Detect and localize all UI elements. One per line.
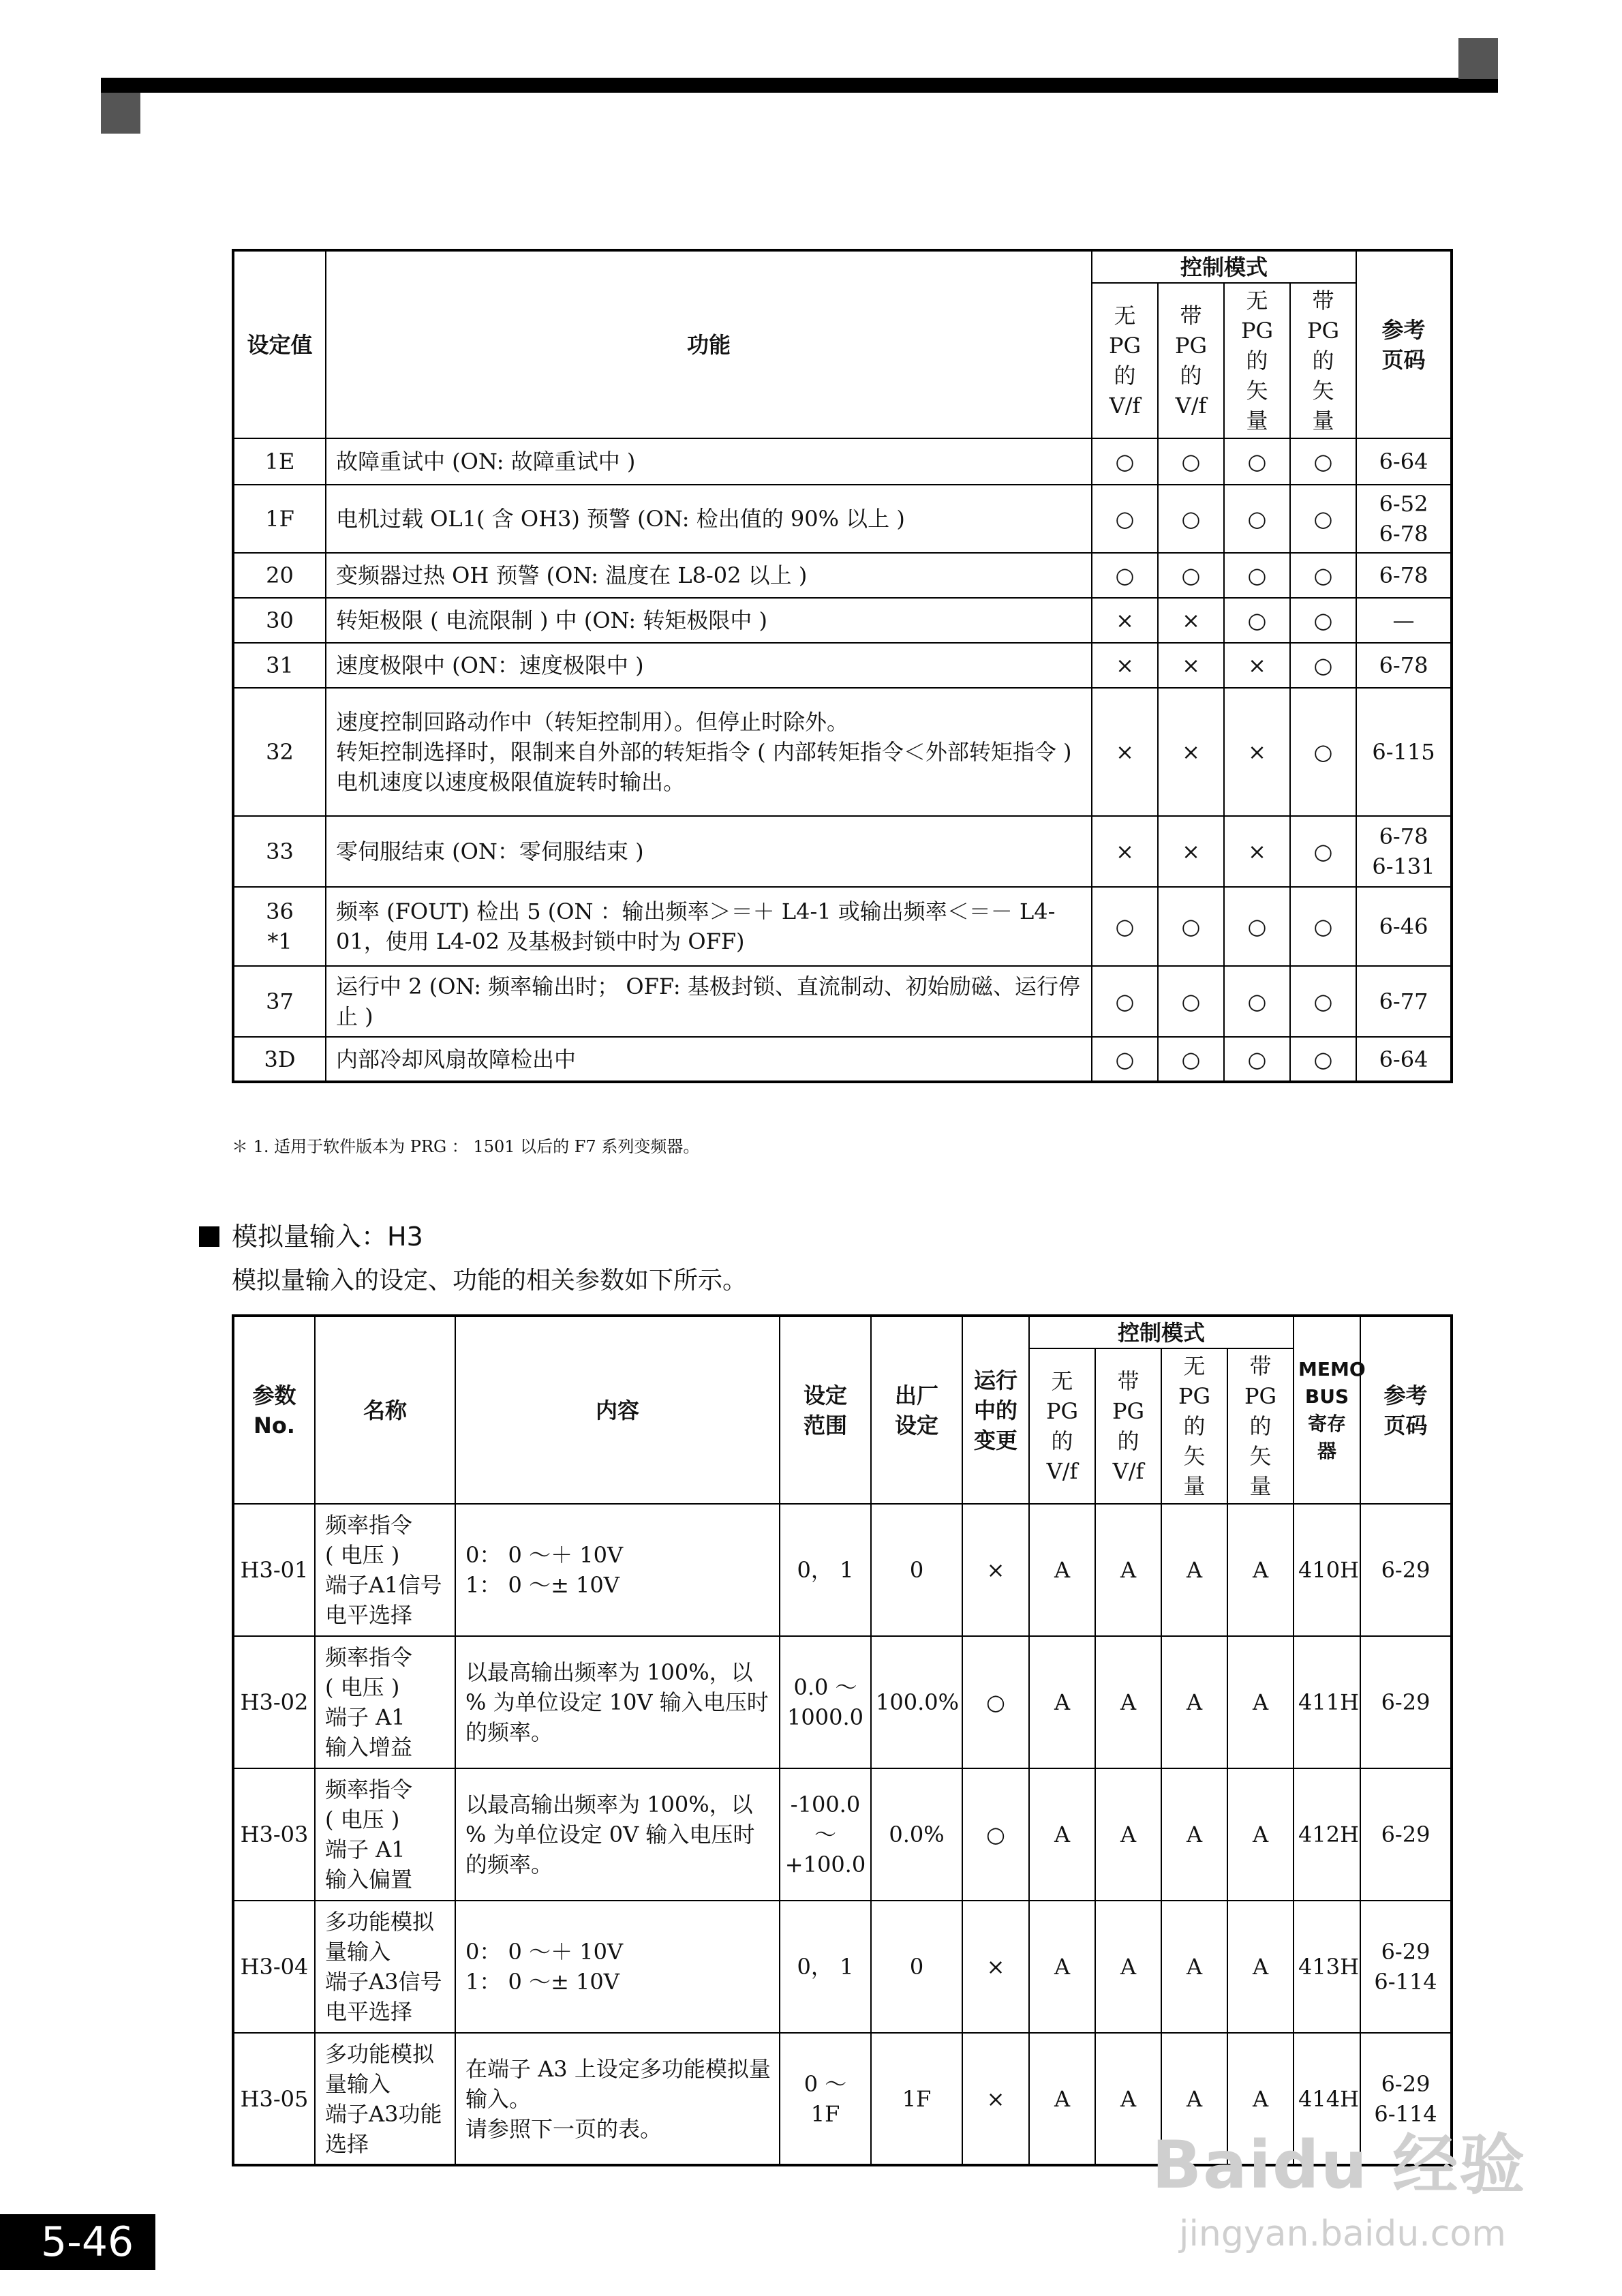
mode-cell: ○ [1290,598,1356,643]
watermark-brand: Baidu 经验 [1152,2127,1527,2203]
section-intro: 模拟量输入的设定、功能的相关参数如下所示。 [232,1267,748,1295]
function-cell: 故障重试中 (ON: 故障重试中 ) [326,438,1092,485]
mode-cell: A [1095,1636,1161,1768]
page-number: 5-46 [0,2214,155,2270]
ref-page-cell: 6-29 [1360,1768,1452,1901]
function-cell: 零伺服结束 (ON：零伺服结束 ) [326,816,1092,887]
mode-cell: × [1158,688,1224,816]
range-cell: 0.0 ～ 1000.0 [780,1636,871,1768]
mode-cell: A [1161,2033,1227,2165]
mode-cell: ○ [1290,688,1356,816]
default-cell: 100.0% [871,1636,962,1768]
col-header-mode-2: 带 PG 的 V/f [1158,283,1224,438]
change-cell: × [962,2033,1029,2165]
table-row [233,1768,1452,1901]
mode-cell: ○ [1092,438,1158,485]
mode-cell: A [1095,2033,1161,2165]
table-row [233,438,1452,485]
name-cell: 频率指令 ( 电压 ) 端子A1信号 电平选择 [315,1504,455,1636]
ref-page-cell: — [1356,598,1452,643]
mode-cell: A [1029,1768,1095,1901]
mode-cell: ○ [1158,887,1224,966]
mode-cell: A [1227,1636,1294,1768]
param-cell: H3-02 [233,1636,315,1768]
mode-cell: ○ [1290,438,1356,485]
name-cell: 多功能模拟 量输入 端子A3信号 电平选择 [315,1901,455,2033]
function-cell: 转矩极限 ( 电流限制 ) 中 (ON: 转矩极限中 ) [326,598,1092,643]
mode-cell: ○ [1290,816,1356,887]
range-cell: 0， 1 [780,1901,871,2033]
memobus-cell: 411H [1294,1636,1360,1768]
mode-cell: ○ [1224,438,1290,485]
ref-page-cell: 6-46 [1356,887,1452,966]
default-cell: 0 [871,1504,962,1636]
ref-page-cell: 6-78 6-131 [1356,816,1452,887]
mode-cell: × [1092,816,1158,887]
mode-cell: A [1095,1768,1161,1901]
ref-page-cell: 6-29 6-114 [1360,1901,1452,2033]
default-cell: 0 [871,1901,962,2033]
col-header-function: 功能 [326,250,1092,438]
default-cell: 0.0% [871,1768,962,1901]
col-header-mode-4: 带 PG 的 矢 量 [1290,283,1356,438]
table-row [233,598,1452,643]
function-cell: 电机过载 OL1( 含 OH3) 预警 (ON: 检出值的 90% 以上 ) [326,485,1092,553]
mode-cell: A [1161,1901,1227,2033]
mode-cell: ○ [1290,485,1356,553]
content-cell: 以最高输出频率为 100%，以 % 为单位设定 0V 输入电压时的频率。 [455,1768,780,1901]
param-cell: H3-04 [233,1901,315,2033]
col-header-param: 参数 No. [233,1316,315,1504]
ref-page-cell: 6-64 [1356,1037,1452,1082]
mode-cell: A [1227,1901,1294,2033]
bullet-square-icon [199,1226,219,1247]
mode-cell: A [1095,1901,1161,2033]
header-corner-marker-right [1458,38,1498,79]
mode-cell: A [1029,1504,1095,1636]
mode-cell: A [1095,1504,1161,1636]
mode-cell: ○ [1224,1037,1290,1082]
mode-cell: A [1227,1504,1294,1636]
mode-cell: ○ [1224,598,1290,643]
mode-cell: × [1158,598,1224,643]
col-header-control-mode: 控制模式 [1092,250,1356,283]
col-header-default: 出厂 设定 [871,1316,962,1504]
table-row [233,1636,1452,1768]
content-cell: 在端子 A3 上设定多功能模拟量输入。 请参照下一页的表。 [455,2033,780,2165]
mode-cell: ○ [1224,553,1290,598]
ref-page-cell: 6-52 6-78 [1356,485,1452,553]
range-cell: 0 ～ 1F [780,2033,871,2165]
section-title [199,1215,423,1253]
mode-cell: A [1029,2033,1095,2165]
table-row [233,1901,1452,2033]
mode-cell: ○ [1158,553,1224,598]
content-cell: 0： 0 ～＋ 10V 1： 0 ～± 10V [455,1504,780,1636]
ref-page-cell: 6-78 [1356,643,1452,688]
memobus-cell: 412H [1294,1768,1360,1901]
col-header-memobus: MEMO BUS 寄存 器 [1294,1316,1360,1504]
col-header-mode-1: 无 PG 的 V/f [1092,283,1158,438]
table-row [233,553,1452,598]
mode-cell: A [1029,1901,1095,2033]
function-cell: 频率 (FOUT) 检出 5 (ON ：输出频率＞＝＋ L4-1 或输出频率＜＝－ L4-01，使用 L4-02 及基极封锁中时为 OFF) [326,887,1092,966]
ref-page-cell: 6-29 6-114 [1360,2033,1452,2165]
mode-cell: A [1029,1636,1095,1768]
setting-cell: 32 [233,688,326,816]
mode-cell: ○ [1158,1037,1224,1082]
mode-cell: ○ [1158,438,1224,485]
col-header-content: 内容 [455,1316,780,1504]
setting-cell: 36 *1 [233,887,326,966]
setting-cell: 20 [233,553,326,598]
function-cell: 变频器过热 OH 预警 (ON: 温度在 L8-02 以上 ) [326,553,1092,598]
name-cell: 频率指令 ( 电压 ) 端子 A1 输入增益 [315,1636,455,1768]
mode-cell: A [1227,2033,1294,2165]
mode-cell: × [1224,816,1290,887]
mode-cell: A [1161,1768,1227,1901]
mode-cell: ○ [1092,966,1158,1037]
col-header-ref-page: 参考 页码 [1360,1316,1452,1504]
setting-cell: 31 [233,643,326,688]
change-cell: × [962,1504,1029,1636]
name-cell: 频率指令 ( 电压 ) 端子 A1 输入偏置 [315,1768,455,1901]
col-header-setting: 设定值 [233,250,326,438]
col-header-mode-3: 无 PG 的 矢 量 [1161,1348,1227,1504]
setting-cell: 1F [233,485,326,553]
mode-cell: ○ [1092,1037,1158,1082]
param-cell: H3-05 [233,2033,315,2165]
mode-cell: × [1092,643,1158,688]
mode-cell: ○ [1158,966,1224,1037]
mode-cell: × [1092,688,1158,816]
mode-cell: × [1158,643,1224,688]
output-settings-table [232,249,1453,1083]
name-cell: 多功能模拟 量输入 端子A3功能 选择 [315,2033,455,2165]
mode-cell: × [1224,688,1290,816]
col-header-ref-page: 参考 页码 [1356,250,1452,438]
range-cell: -100.0 ～ +100.0 [780,1768,871,1901]
function-cell: 运行中 2 (ON: 频率输出时； OFF: 基极封锁、直流制动、初始励磁、运行停止 ) [326,966,1092,1037]
table-row [233,966,1452,1037]
setting-cell: 30 [233,598,326,643]
mode-cell: × [1224,643,1290,688]
col-header-name: 名称 [315,1316,455,1504]
ref-page-cell: 6-77 [1356,966,1452,1037]
ref-page-cell: 6-64 [1356,438,1452,485]
mode-cell: × [1158,816,1224,887]
mode-cell: ○ [1092,485,1158,553]
ref-page-cell: 6-29 [1360,1636,1452,1768]
default-cell: 1F [871,2033,962,2165]
function-cell: 速度极限中 (ON：速度极限中 ) [326,643,1092,688]
col-header-mode-3: 无 PG 的 矢 量 [1224,283,1290,438]
setting-cell: 1E [233,438,326,485]
mode-cell: ○ [1224,485,1290,553]
setting-cell: 33 [233,816,326,887]
memobus-cell: 410H [1294,1504,1360,1636]
mode-cell: ○ [1092,553,1158,598]
content-cell: 以最高输出频率为 100%，以 % 为单位设定 10V 输入电压时的频率。 [455,1636,780,1768]
mode-cell: ○ [1290,1037,1356,1082]
header-rule [101,78,1498,93]
col-header-mode-4: 带 PG 的 矢 量 [1227,1348,1294,1504]
table-row [233,643,1452,688]
ref-page-cell: 6-115 [1356,688,1452,816]
mode-cell: A [1227,1768,1294,1901]
mode-cell: ○ [1290,966,1356,1037]
memobus-cell: 414H [1294,2033,1360,2165]
change-cell: ○ [962,1636,1029,1768]
analog-input-params-table [232,1314,1453,2166]
change-cell: ○ [962,1768,1029,1901]
col-header-mode-1: 无 PG 的 V/f [1029,1348,1095,1504]
memobus-cell: 413H [1294,1901,1360,2033]
param-cell: H3-03 [233,1768,315,1901]
section-title-text: 模拟量输入：H3 [232,1222,423,1252]
table-row [233,688,1452,816]
mode-cell: ○ [1290,887,1356,966]
mode-cell: ○ [1224,966,1290,1037]
setting-cell: 3D [233,1037,326,1082]
mode-cell: × [1092,598,1158,643]
mode-cell: A [1161,1636,1227,1768]
table-row [233,887,1452,966]
ref-page-cell: 6-29 [1360,1504,1452,1636]
change-cell: × [962,1901,1029,2033]
mode-cell: ○ [1290,553,1356,598]
content-cell: 0： 0 ～＋ 10V 1： 0 ～± 10V [455,1901,780,2033]
table-row [233,816,1452,887]
setting-cell: 37 [233,966,326,1037]
header-corner-marker-left [101,93,140,134]
table-row [233,1504,1452,1636]
mode-cell: A [1161,1504,1227,1636]
function-cell: 速度控制回路动作中（转矩控制用）。但停止时除外。 转矩控制选择时，限制来自外部的转矩指令 ( 内部转矩指令＜外部转矩指令 ) 电机速度以速度极限值旋转时输出。 [326,688,1092,816]
range-cell: 0， 1 [780,1504,871,1636]
param-cell: H3-01 [233,1504,315,1636]
watermark [1152,2113,1533,2270]
mode-cell: ○ [1158,485,1224,553]
function-cell: 内部冷却风扇故障检出中 [326,1037,1092,1082]
ref-page-cell: 6-78 [1356,553,1452,598]
footnote: ＊ 1. 适用于软件版本为 PRG ： 1501 以后的 F7 系列变频器。 [232,1137,700,1156]
mode-cell: ○ [1290,643,1356,688]
col-header-control-mode: 控制模式 [1029,1316,1294,1348]
table-row [233,1037,1452,1082]
mode-cell: ○ [1224,887,1290,966]
col-header-change: 运行 中的 变更 [962,1316,1029,1504]
mode-cell: ○ [1092,887,1158,966]
watermark-url: jingyan.baidu.com [1179,2214,1506,2254]
col-header-range: 设定 范围 [780,1316,871,1504]
table-row [233,485,1452,553]
col-header-mode-2: 带 PG 的 V/f [1095,1348,1161,1504]
